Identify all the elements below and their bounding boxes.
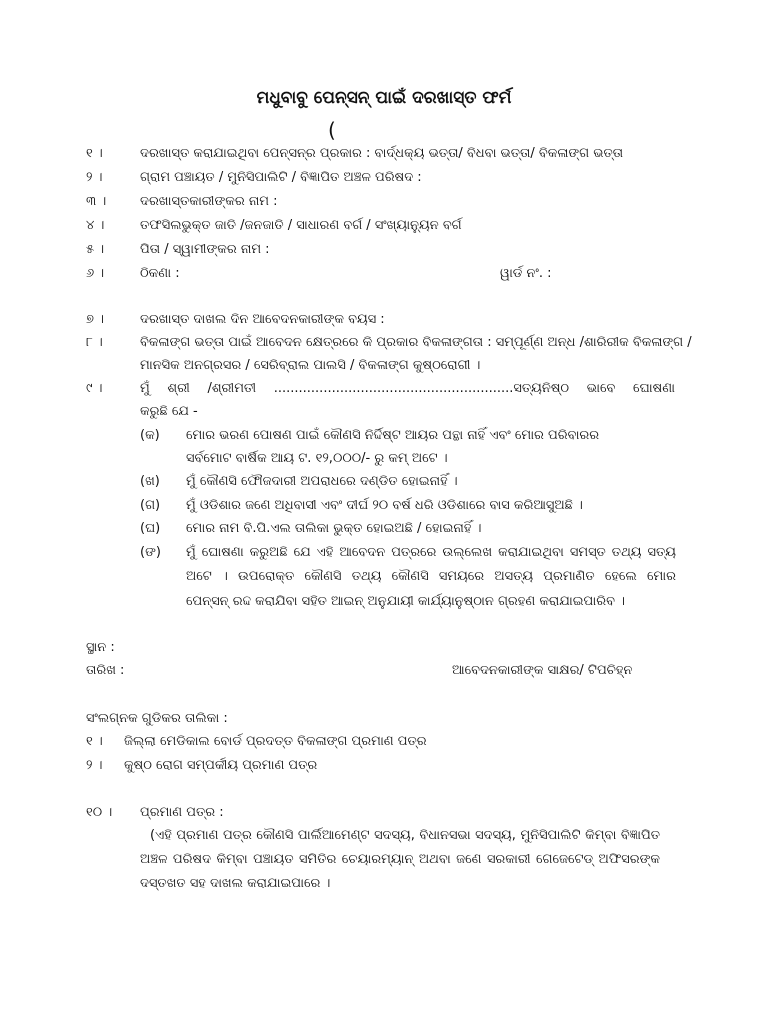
- certificate-line-3: ଦସ୍ତଖତ ସହ ଦାଖଲ କରାଯାଇପାରେ ।: [140, 876, 331, 891]
- sub-item-ka-line-2: ସର୍ବମୋଟ ବାର୍ଷିକ ଆୟ ଟ. ୧୨,୦୦୦/- ରୁ କମ୍ ଅଟେ ।: [186, 451, 448, 466]
- item-6-address: ଠିକଣା :: [140, 266, 180, 281]
- item-2-area: ଗ୍ରାମ ପଞ୍ଚାୟତ / ମୁନିସିପାଲିଟି / ବିଜ୍ଞାପିତ ଅଞ୍ଚଳ ପରିଷଦ :: [140, 170, 422, 185]
- sub-item-ka-label: (କ): [140, 428, 160, 443]
- signature-label: ଆବେଦନକାରୀଙ୍କ ସାକ୍ଷର/ ଟିପଚିହ୍ନ: [452, 663, 633, 678]
- item-5-father-husband-name: ପିତା / ସ୍ୱାମୀଙ୍କର ନାମ :: [140, 242, 270, 257]
- sub-item-nga-line-3: ପେନ୍‌ସନ୍ ରଦ୍ଦ କରାଯିବା ସହିତ ଆଇନ୍ ଅନୁଯାୟୀ କାର୍ଯ୍ୟାନୁଷ୍ଠାନ ଗ୍ରହଣ କରାଯାଇପାରିବ ।: [186, 594, 625, 609]
- enclosure-2-text: କୁଷ୍ଠ ରୋଗ ସମ୍ପର୍କୀୟ ପ୍ରମାଣ ପତ୍ର: [124, 758, 318, 773]
- item-3-applicant-name: ଦରଖାସ୍ତକାରୀଙ୍କର ନାମ :: [140, 194, 278, 209]
- item-9-declaration-cont: କରୁଛି ଯେ -: [140, 404, 198, 419]
- item-1-number: ୧ ।: [86, 146, 103, 161]
- item-8-number: ୮ ।: [86, 335, 103, 350]
- item-9-declaration: ମୁଁ ଶ୍ରୀ /ଶ୍ରୀମତୀ ..........................................................ସତ୍ୟନିଷ୍ଠ ଭାବେ ଘୋଷଣା: [140, 381, 675, 396]
- item-2-number: ୨ ।: [86, 170, 103, 185]
- sub-item-kha-label: (ଖ): [140, 474, 160, 489]
- item-7-applicant-age: ଦରଖାସ୍ତ ଦାଖଲ ଦିନ ଆବେଦନକାରୀଙ୍କ ବୟସ :: [140, 312, 385, 327]
- item-6-number: ୬ ।: [86, 266, 105, 281]
- place-label: ସ୍ଥାନ :: [86, 640, 115, 655]
- item-9-number: ୯ ।: [86, 381, 103, 396]
- certificate-line-1: (ଏହି ପ୍ରମାଣ ପତ୍ର କୌଣସି ପାର୍ଲିଆମେଣ୍ଟ ସଦସ୍ୟ, ବିଧାନସଭା ସଦସ୍ୟ, ମୁନିସିପାଲିଟି କିମ୍ବା ବିଜ୍ଞାପିତ: [150, 828, 660, 843]
- date-label: ତାରିଖ :: [86, 663, 125, 678]
- form-title: ମଧୁବାବୁ ପେନ୍‌ସନ୍ ପାଇଁ ଦରଖାସ୍ତ ଫର୍ମ: [256, 88, 512, 108]
- item-4-number: ୪ ।: [86, 218, 105, 233]
- sub-item-gha-label: (ଘ): [140, 521, 161, 536]
- item-5-number: ୫ ।: [86, 242, 105, 257]
- item-4-category: ତଫସିଲଭୁକ୍ତ ଜାତି /ଜନଜାତି / ସାଧାରଣ ବର୍ଗ / ସଂଖ୍ୟାନ୍ୟୁନ ବର୍ଗ: [140, 218, 462, 233]
- item-6-ward-number: ୱାର୍ଡ ନଂ. :: [500, 266, 552, 281]
- opening-parenthesis: (: [328, 118, 336, 142]
- sub-item-ka-line-1: ମୋର ଭରଣ ପୋଷଣ ପାଇଁ କୌଣସି ନିର୍ଦ୍ଦିଷ୍ଟ ଆୟର ପନ୍ଥା ନାହିଁ ଏବଂ ମୋର ପରିବାରର: [186, 428, 600, 443]
- certificate-title: ପ୍ରମାଣ ପତ୍ର :: [140, 805, 224, 820]
- item-1-pension-type: ଦରଖାସ୍ତ କରାଯାଇଥିବା ପେନ୍‌ସନ୍‌ର ପ୍ରକାର : ବାର୍ଦ୍ଧକ୍ୟ ଭତ୍ତା/ ବିଧବା ଭତ୍ତା/ ବିକଳାଙ୍ଗ ଭତ୍ତା: [140, 146, 624, 161]
- sub-item-ga-label: (ଗ): [140, 498, 161, 513]
- sub-item-gha-line-1: ମୋର ନାମ ବି.ପି.ଏଲ ତାଲିକା ଭୁକ୍ତ ହୋଇଅଛି / ହୋଇନାହିଁ ।: [186, 521, 482, 536]
- sub-item-ga-line-1: ମୁଁ ଓଡିଶାର ଜଣେ ଅଧିବାସୀ ଏବଂ ଦୀର୍ଘ ୨୦ ବର୍ଷ ଧରି ଓଡିଶାରେ ବାସ କରିଆସୁଅଛି ।: [186, 498, 583, 513]
- sub-item-nga-label: (ଙ): [140, 545, 161, 560]
- enclosure-2-number: ୨ ।: [86, 758, 103, 773]
- enclosure-1-text: ଜିଲ୍ଲା ମେଡିକାଲ ବୋର୍ଡ ପ୍ରଦତ୍ତ ବିକଳାଙ୍ଗ ପ୍ରମାଣ ପତ୍ର: [124, 734, 427, 749]
- item-3-number: ୩ ।: [86, 194, 107, 209]
- item-8-disability-type-cont: ମାନସିକ ଅନଗ୍ରସର / ସେରିବ୍ରାଲ ପାଲସି / ବିକଳାଙ୍ଗ କୁଷ୍ଠରୋଗୀ ।: [140, 358, 481, 373]
- item-7-number: ୭ ।: [86, 312, 104, 327]
- certificate-number: ୧୦ ।: [86, 805, 113, 820]
- sub-item-kha-line-1: ମୁଁ କୌଣସି ଫୌଜଦାରୀ ଅପରାଧରେ ଦଣ୍ଡିତ ହୋଇନାହିଁ ।: [186, 474, 458, 489]
- enclosures-title: ସଂଲଗ୍ନକ ଗୁଡିକର ତାଲିକା :: [86, 711, 228, 726]
- item-8-disability-type: ବିକଳାଙ୍ଗ ଭତ୍ତା ପାଇଁ ଆବେଦନ କ୍ଷେତ୍ରରେ କି ପ୍ରକାର ବିକଳାଙ୍ଗତା : ସମ୍ପୂର୍ଣ୍ଣ ଅନ୍ଧ /ଶାରିରୀକ ବିକଳାଙ୍ଗ /: [140, 335, 692, 350]
- certificate-line-2: ଅଞ୍ଚଳ ପରିଷଦ କିମ୍ବା ପଞ୍ଚାୟତ ସମିତିର ଚେୟାରମ୍ୟାନ୍ ଅଥବା ଜଣେ ସରକାରୀ ଗେଜେଟେଡ୍ ଅଫିସରଙ୍କ: [140, 852, 660, 867]
- enclosure-1-number: ୧ ।: [86, 734, 103, 749]
- sub-item-nga-line-2: ଅଟେ । ଉପରୋକ୍ତ କୌଣସି ତଥ୍ୟ କୌଣସି ସମୟରେ ଅସତ୍ୟ ପ୍ରମାଣିତ ହେଲେ ମୋର: [186, 569, 676, 584]
- sub-item-nga-line-1: ମୁଁ ଘୋଷଣା କରୁଅଛି ଯେ ଏହି ଆବେଦନ ପତ୍ରରେ ଉଲ୍ଲେଖ କରାଯାଇଥିବା ସମସ୍ତ ତଥ୍ୟ ସତ୍ୟ: [186, 545, 676, 560]
